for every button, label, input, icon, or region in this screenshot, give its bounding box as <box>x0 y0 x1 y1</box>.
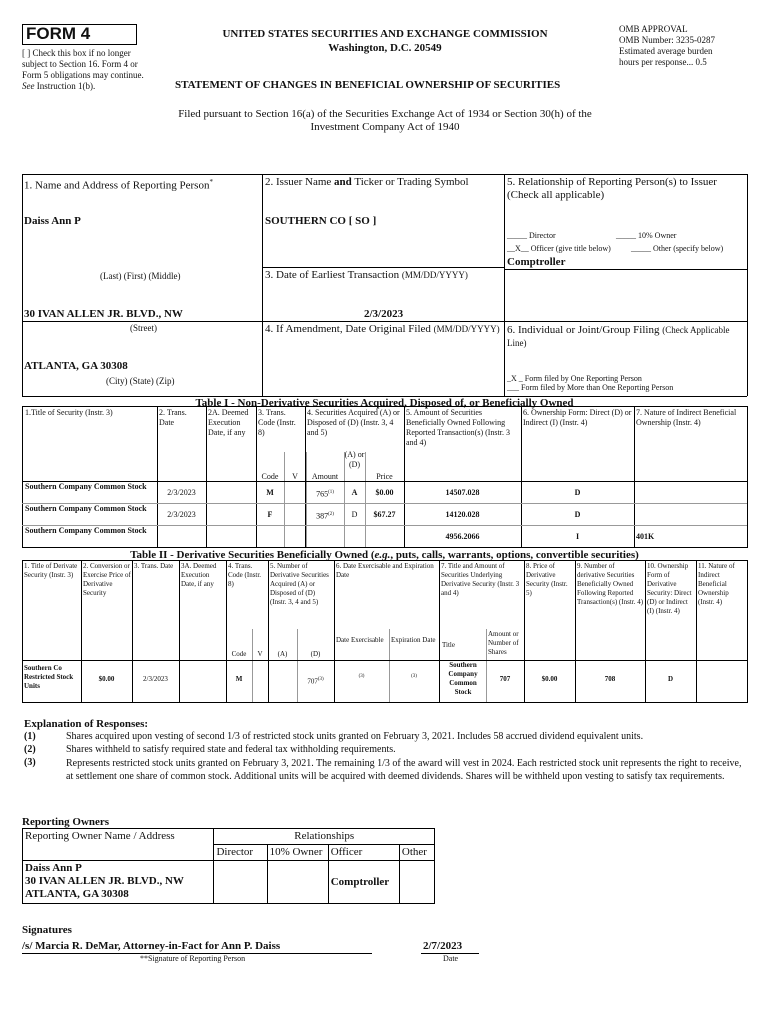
signature-date: 2/7/2023 <box>423 940 463 952</box>
form-title-box <box>22 24 137 45</box>
city-sublabel: (City) (State) (Zip) <box>106 376 175 386</box>
t2-sub-title: Title <box>442 641 455 649</box>
t1-r2-price: $67.27 <box>373 510 396 519</box>
t2-sub-exercisable: Date Exercisable <box>336 636 384 644</box>
t1-sub-v: V <box>292 472 298 481</box>
form-title: FORM 4 <box>26 24 91 43</box>
t1-r2-amount: 387$^{(2)}$ <box>316 511 334 521</box>
table-row: Southern Co Restricted Stock Units <box>24 664 74 690</box>
relationship-10pct-owner: _____ 10% Owner <box>616 231 677 240</box>
t1-col-title: 1.Title of Security (Instr. 3) <box>25 408 113 417</box>
t1-r2-form: D <box>574 510 581 519</box>
explanation-list <box>24 731 746 783</box>
relationship-director: _____ Director <box>507 231 556 240</box>
omb-burden-2: hours per response... 0.5 <box>619 57 707 67</box>
t2-r1-owned: 708 <box>604 675 616 683</box>
t2-col-owned: 9. Number of derivative Securities Beneficially Owned Following Reported Transaction(s) (Instr. 4) <box>577 562 644 606</box>
omb-approval: OMB APPROVAL <box>619 24 688 34</box>
t1-col-deemed: 2A. Deemed Execution Date, if any <box>208 408 249 437</box>
owners-col-10pct: 10% Owner <box>267 845 328 861</box>
t1-r1-owned: 14507.028 <box>445 488 480 497</box>
t1-col-code: 3. Trans. Code (Instr. 8) <box>258 408 296 437</box>
section16-check-text: [ ] Check this box if no longer subject to Section 16. Form 4 or Form 5 obligations may continue. See Instruction 1(b). <box>22 48 144 91</box>
t1-r2-owned: 14120.028 <box>445 510 480 519</box>
reporting-person-name: Daiss Ann P <box>24 215 81 227</box>
t1-r2-date: 2/3/2023 <box>167 510 196 519</box>
signature-value: /s/ Marcia R. DeMar, Attorney-in-Fact for Ann P. Daiss <box>22 940 281 952</box>
t1-r2-code: F <box>267 510 273 519</box>
box1-label: 1. Name and Address of Reporting Person* <box>24 178 213 192</box>
reporting-owners-table <box>22 828 435 904</box>
t2-r1-u-amount: 707 <box>499 675 511 683</box>
t1-col-nature: 7. Nature of Indirect Beneficial Ownership (Instr. 4) <box>636 408 737 427</box>
t2-col-conversion: 2. Conversion or Exercise Price of Derivative Security <box>83 562 131 597</box>
reporting-street: 30 IVAN ALLEN JR. BLVD., NW <box>24 308 183 320</box>
owners-col-other: Other <box>399 845 434 861</box>
t2-col-underlying: 7. Title and Amount of Securities Underlying Derivative Security (Instr. 3 and 4) <box>441 562 520 597</box>
t2-col-title: 1. Title of Derivate Security (Instr. 3) <box>24 562 78 579</box>
t1-r1-form: D <box>574 488 581 497</box>
t2-col-deemed: 3A. Deemed Execution Date, if any <box>181 562 217 588</box>
owners-col-name: Reporting Owner Name / Address <box>23 829 214 861</box>
filing-one-person: _X _ Form filed by One Reporting Person <box>507 374 642 383</box>
t2-sub-code: Code <box>231 650 247 658</box>
owner-officer-value: Comptroller <box>328 861 399 904</box>
t2-col-exercisable: 6. Date Exercisable and Expiration Date <box>336 562 434 579</box>
t1-r3-owned: 4956.2066 <box>445 532 480 541</box>
t2-col-number: 5. Number of Derivative Securities Acquired (A) or Disposed of (D) (Instr. 3, 4 and 5) <box>270 562 329 606</box>
list-item: (2) Shares withheld to satisfy required state and federal tax withholding requirements. <box>24 744 396 755</box>
table-row: Southern Company Common Stock <box>25 504 147 513</box>
t2-sub-amount: Amount or Number of Shares <box>488 630 519 656</box>
t1-r2-ad: D <box>351 510 358 519</box>
t2-col-price: 8. Price of Derivative Security (Instr. 5) <box>526 562 568 597</box>
t2-sub-a: (A) <box>277 650 288 658</box>
statement-title: STATEMENT OF CHANGES IN BENEFICIAL OWNERSHIP OF SECURITIES <box>175 79 561 91</box>
t1-col-date: 2. Trans. Date <box>159 408 187 427</box>
owners-col-officer: Officer <box>328 845 399 861</box>
table-row: Southern Company Common Stock <box>25 526 147 535</box>
t2-r1-date: 2/3/2023 <box>143 675 168 683</box>
t2-sub-d: (D) <box>310 650 321 658</box>
reporting-city: ATLANTA, GA 30308 <box>24 360 128 372</box>
t2-r1-price: $0.00 <box>98 675 115 683</box>
t2-r1-d: 707$^{(3)}$ <box>307 677 324 686</box>
t2-sub-expiration: Expiration Date <box>391 636 436 644</box>
earliest-transaction-date: 2/3/2023 <box>364 308 404 320</box>
t2-r1-u-title: Southern Company Common Stock <box>448 661 478 696</box>
t2-col-code: 4. Trans. Code (Instr. 8) <box>228 562 262 588</box>
t1-r1-price: $0.00 <box>375 488 394 497</box>
street-sublabel: (Street) <box>130 323 157 333</box>
table-row <box>23 861 435 904</box>
box2-label: 2. Issuer Name and Ticker or Trading Symbol <box>265 176 469 188</box>
t1-sub-aord: (A) or (D) <box>344 450 365 469</box>
box3-label: 3. Date of Earliest Transaction (MM/DD/YYYY) <box>265 269 468 281</box>
t1-r1-ad: A <box>351 488 358 497</box>
t2-r1-deriv-price: $0.00 <box>541 675 558 683</box>
explanation-title: Explanation of Responses: <box>24 718 149 730</box>
owner-address-cell: Daiss Ann P 30 IVAN ALLEN JR. BLVD., NW ATLANTA, GA 30308 <box>23 861 214 904</box>
t2-r1-exercisable: (3) <box>358 674 365 679</box>
t1-r3-nature: 401K <box>636 532 655 541</box>
t1-r1-code: M <box>266 488 274 497</box>
table2-title: Table II - Derivative Securities Beneficially Owned (e.g., puts, calls, warrants, options, convertible securities) <box>130 549 639 561</box>
omb-box <box>619 24 759 68</box>
agency-location: Washington, D.C. 20549 <box>328 42 442 54</box>
box4-label: 4. If Amendment, Date Original Filed (MM/DD/YYYY) <box>265 323 500 335</box>
relationship-other: _____ Other (specify below) <box>631 244 724 253</box>
list-item: (1) Shares acquired upon vesting of second 1/3 of restricted stock units granted on February 3, 2021. Includes 58 accrued dividend equivalent units. <box>24 731 644 742</box>
relationship-officer: __X__ Officer (give title below) <box>507 244 611 253</box>
owners-col-director: Director <box>214 845 267 861</box>
t1-sub-code: Code <box>261 472 279 481</box>
t2-col-form: 10. Ownership Form of Derivative Security: Direct (D) or Indirect (I) (Instr. 4) <box>647 562 692 615</box>
omb-number: OMB Number: 3235-0287 <box>619 35 715 45</box>
t1-r3-form: I <box>575 532 580 541</box>
filing-more-persons: ___ Form filed by More than One Reporting Person <box>507 383 674 392</box>
filed-pursuant: Filed pursuant to Section 16(a) of the Securities Exchange Act of 1934 or Section 30(h) of the Investment Company Act of 1940 <box>178 108 592 133</box>
signature-label: **Signature of Reporting Person <box>140 954 246 963</box>
list-item: (3) Represents restricted stock units granted on February 3, 2021. The remaining 1/3 of the award will vest in 2024. Each restricted stock unit represents the right to receive, at settlement one share of common stock. Additional units will be acquired with deemed dividends. Shares will be withheld upon vesting to satisfy tax requirements. <box>24 757 742 782</box>
t2-r1-code: M <box>235 675 243 683</box>
t1-col-form: 6. Ownership Form: Direct (D) or Indirect (I) (Instr. 4) <box>523 408 632 427</box>
t2-sub-v: V <box>257 650 263 658</box>
t2-col-date: 3. Trans. Date <box>134 562 174 570</box>
t1-col-owned: 5. Amount of Securities Beneficially Owned Following Reported Transaction(s) (Instr. 3 and 4) <box>406 408 510 447</box>
t1-col-acquired: 4. Securities Acquired (A) or Disposed of (D) (Instr. 3, 4 and 5) <box>307 408 400 437</box>
owners-col-rel: Relationships <box>214 829 435 845</box>
omb-burden-1: Estimated average burden <box>619 46 713 56</box>
box5-label: 5. Relationship of Reporting Person(s) to Issuer (Check all applicable) <box>507 176 717 201</box>
name-sublabel: (Last) (First) (Middle) <box>100 271 181 281</box>
reporting-owners-title: Reporting Owners <box>22 816 110 828</box>
box6-label: 6. Individual or Joint/Group Filing (Check Applicable Line) <box>507 324 730 348</box>
t1-r1-amount: 765$^{(1)}$ <box>316 489 334 499</box>
agency-name: UNITED STATES SECURITIES AND EXCHANGE COMMISSION <box>222 28 548 40</box>
t2-r1-expiration: (3) <box>411 674 417 679</box>
table1-title: Table I - Non-Derivative Securities Acquired, Disposed of, or Beneficially Owned <box>195 397 574 409</box>
signatures-title: Signatures <box>22 924 72 936</box>
t1-sub-price: Price <box>376 472 393 481</box>
t2-r1-form: D <box>667 675 674 683</box>
signature-date-label: Date <box>443 954 459 963</box>
table-row: Southern Company Common Stock <box>25 482 147 491</box>
officer-title: Comptroller <box>507 256 566 268</box>
issuer-name: SOUTHERN CO [ SO ] <box>265 215 377 227</box>
t1-r1-date: 2/3/2023 <box>167 488 196 497</box>
t2-col-nature: 11. Nature of Indirect Beneficial Ownership (Instr. 4) <box>698 562 735 606</box>
t1-sub-amount: Amount <box>311 472 339 481</box>
